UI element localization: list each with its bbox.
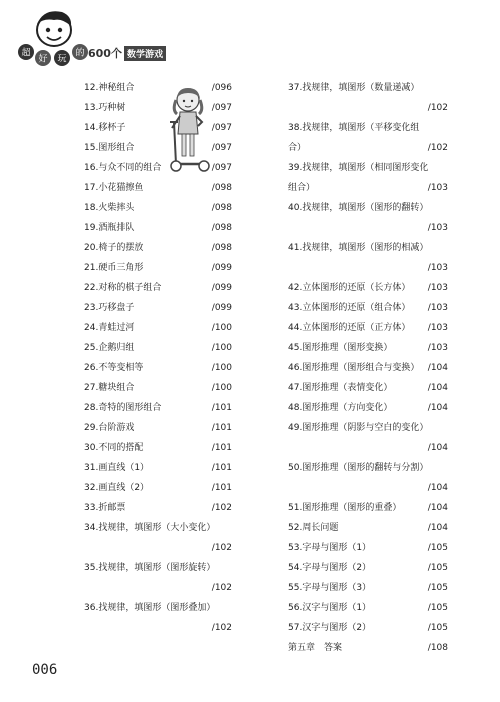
- page-number: 006: [32, 662, 58, 678]
- toc-entry-title: 50.图形推理（图形的翻转与分割）: [288, 463, 429, 473]
- badge-char-1: 超: [21, 48, 31, 59]
- toc-entry-title: 29.台阶游戏: [84, 423, 135, 433]
- toc-entry: [288, 278, 448, 298]
- toc-entry-title: 合）: [288, 143, 307, 153]
- toc-entry-title: 41.找规律，填图形（图形的相减）: [288, 243, 429, 253]
- toc-entry-page: /105: [427, 543, 448, 553]
- toc-entry-title: 25.企鹅归组: [84, 343, 135, 353]
- toc-entry-page: /104: [427, 363, 448, 373]
- toc-entry-title: 37.找规律，填图形（数量递减）: [288, 83, 420, 93]
- toc-entry-title: 12.神秘组合: [84, 83, 135, 93]
- toc-entry-title: 28.奇特的图形组合: [84, 403, 162, 413]
- toc-entry: [84, 78, 232, 98]
- toc-entry-title: 18.火柴摔头: [84, 203, 135, 213]
- toc-entry-title: 39.找规律，填图形（相同图形变化: [288, 163, 429, 173]
- toc-entry-page: /101: [211, 463, 232, 473]
- toc-right-column: [288, 78, 448, 658]
- toc-entry: [288, 178, 448, 198]
- toc-entry: [288, 138, 448, 158]
- toc-entry-page: /104: [427, 503, 448, 513]
- toc-entry-title: 14.移杯子: [84, 123, 126, 133]
- toc-entry-title: 36.找规律，填图形（图形叠加）: [84, 603, 216, 613]
- toc-entry: [84, 538, 232, 558]
- toc-entry-page: /102: [211, 503, 232, 513]
- toc-entry-title: 27.糖块组合: [84, 383, 135, 393]
- toc-entry-page: /104: [427, 443, 448, 453]
- toc-entry: [84, 378, 232, 398]
- toc-entry-page: /105: [427, 603, 448, 613]
- toc-entry-page: /101: [211, 443, 232, 453]
- toc-entry: [288, 358, 448, 378]
- toc-entry-page: /098: [211, 223, 232, 233]
- toc-entry-title: 53.字母与图形（1）: [288, 543, 372, 553]
- toc-entry-page: /103: [427, 223, 448, 233]
- toc-entry-title: 组合）: [288, 183, 316, 193]
- toc-entry-title: 20.椅子的摆放: [84, 243, 144, 253]
- toc-entry-title: 48.图形推理（方向变化）: [288, 403, 393, 413]
- toc-entry: [84, 478, 232, 498]
- toc-entry-title: 56.汉字与图形（1）: [288, 603, 372, 613]
- toc-entry: [84, 578, 232, 598]
- toc-entry: [84, 278, 232, 298]
- toc-entry: [84, 198, 232, 218]
- badge-char-3: 玩: [57, 54, 67, 65]
- toc-entry-page: /101: [211, 423, 232, 433]
- toc-entry-page: /096: [211, 83, 232, 93]
- toc-entry: [288, 78, 448, 98]
- toc-entry-page: /099: [211, 263, 232, 273]
- toc-entry-title: 33.折邮票: [84, 503, 126, 513]
- toc-entry-page: /103: [427, 323, 448, 333]
- toc-entry: [288, 538, 448, 558]
- toc-entry-title: 24.青蛙过河: [84, 323, 135, 333]
- toc-entry-title: 16.与众不同的组合: [84, 163, 162, 173]
- toc-entry-page: /103: [427, 343, 448, 353]
- toc-entry: [84, 258, 232, 278]
- toc-entry-page: /102: [427, 103, 448, 113]
- toc-entry-title: 22.对称的棋子组合: [84, 283, 162, 293]
- toc-entry-page: /104: [427, 523, 448, 533]
- toc-entry: [288, 298, 448, 318]
- toc-entry: [84, 598, 232, 618]
- toc-entry-page: /100: [211, 323, 232, 333]
- badge-char-4: 的: [75, 48, 85, 59]
- toc-entry-page: /104: [427, 403, 448, 413]
- toc-entry-title: 26.不等变相等: [84, 363, 144, 373]
- toc-entry-title: 46.图形推理（图形组合与变换）: [288, 363, 420, 373]
- toc-entry: [84, 178, 232, 198]
- toc-entry-title: 17.小花猫擦鱼: [84, 183, 144, 193]
- toc-entry: [288, 598, 448, 618]
- toc-entry-title: 38.找规律，填图形（平移变化组: [288, 123, 420, 133]
- toc-entry: [288, 258, 448, 278]
- toc-entry: [84, 318, 232, 338]
- toc-entry: [288, 438, 448, 458]
- toc-entry-page: /102: [211, 543, 232, 553]
- page-header: [0, 0, 500, 70]
- toc-entry: [84, 158, 232, 178]
- toc-entry: [84, 118, 232, 138]
- toc-entry-title: 第五章 答案: [288, 643, 343, 653]
- toc-entry-title: 45.图形推理（图形变换）: [288, 343, 393, 353]
- series-mascot-logo: [14, 6, 94, 68]
- toc-entry-title: 35.找规律，填图形（图形旋转）: [84, 563, 216, 573]
- toc-entry: [288, 418, 448, 438]
- toc-entry-title: 19.酒瓶排队: [84, 223, 135, 233]
- toc-entry: [84, 138, 232, 158]
- toc-entry-page: /098: [211, 203, 232, 213]
- toc-entry: [84, 518, 232, 538]
- toc-entry: [84, 358, 232, 378]
- toc-entry-title: 54.字母与图形（2）: [288, 563, 372, 573]
- toc-entry: [288, 198, 448, 218]
- toc-entry-page: /108: [427, 643, 448, 653]
- toc-entry: [288, 98, 448, 118]
- toc-entry-page: /103: [427, 263, 448, 273]
- toc-entry-page: /098: [211, 183, 232, 193]
- series-title: [88, 45, 166, 61]
- toc-entry-title: 49.图形推理（阴影与空白的变化）: [288, 423, 429, 433]
- toc-entry-title: 31.画直线（1）: [84, 463, 150, 473]
- toc-entry-page: /103: [427, 303, 448, 313]
- toc-entry-title: 40.找规律，填图形（图形的翻转）: [288, 203, 429, 213]
- toc-entry: [288, 478, 448, 498]
- toc-entry: [84, 338, 232, 358]
- toc-entry-page: /102: [427, 143, 448, 153]
- toc-entry: [84, 618, 232, 638]
- toc-entry: [84, 218, 232, 238]
- toc-entry-title: 43.立体图形的还原（组合体）: [288, 303, 411, 313]
- toc-entry: [288, 318, 448, 338]
- toc-entry-page: /100: [211, 383, 232, 393]
- toc-entry: [84, 98, 232, 118]
- series-boxed-label: 数学游戏: [124, 46, 166, 61]
- toc-entry-page: /101: [211, 483, 232, 493]
- toc-entry-page: /097: [211, 143, 232, 153]
- toc-entry-title: 52.周长问题: [288, 523, 339, 533]
- toc-entry: [288, 158, 448, 178]
- toc-entry: [288, 458, 448, 478]
- toc-entry-title: 23.巧移盘子: [84, 303, 135, 313]
- toc-entry-title: 57.汉字与图形（2）: [288, 623, 372, 633]
- toc-entry-page: /103: [427, 183, 448, 193]
- toc-entry-title: 32.画直线（2）: [84, 483, 150, 493]
- toc-entry: [84, 558, 232, 578]
- toc-entry: [288, 498, 448, 518]
- toc-entry: [84, 418, 232, 438]
- toc-entry-page: /102: [211, 583, 232, 593]
- toc-entry-page: /104: [427, 483, 448, 493]
- toc-entry-title: 47.图形推理（表情变化）: [288, 383, 393, 393]
- toc-entry-page: /098: [211, 243, 232, 253]
- toc-entry-title: 13.巧种树: [84, 103, 126, 113]
- badge-char-2: 好: [38, 54, 48, 65]
- toc-entry-page: /105: [427, 623, 448, 633]
- toc-entry-title: 44.立体图形的还原（正方体）: [288, 323, 411, 333]
- toc-entry-title: 15.图形组合: [84, 143, 135, 153]
- toc-entry-page: /102: [211, 623, 232, 633]
- toc-entry: [288, 518, 448, 538]
- toc-entry-page: /100: [211, 363, 232, 373]
- toc-entry-page: /105: [427, 563, 448, 573]
- toc-entry: [288, 238, 448, 258]
- toc-entry: [84, 458, 232, 478]
- toc-entry-title: 51.图形推理（图形的重叠）: [288, 503, 402, 513]
- toc-left-column: [84, 78, 232, 638]
- toc-entry-page: /103: [427, 283, 448, 293]
- toc-entry-page: /104: [427, 383, 448, 393]
- toc-entry: [84, 238, 232, 258]
- toc-entry: [288, 578, 448, 598]
- toc-entry: [288, 638, 448, 658]
- toc-entry-page: /097: [211, 103, 232, 113]
- toc-entry: [84, 498, 232, 518]
- toc-entry: [288, 618, 448, 638]
- toc-entry: [288, 218, 448, 238]
- toc-entry-page: /105: [427, 583, 448, 593]
- toc-entry-page: /099: [211, 283, 232, 293]
- toc-entry: [288, 558, 448, 578]
- toc-entry: [288, 118, 448, 138]
- toc-entry-page: /101: [211, 403, 232, 413]
- toc-entry-page: /097: [211, 123, 232, 133]
- toc-entry-title: 42.立体图形的还原（长方体）: [288, 283, 411, 293]
- toc-entry: [84, 438, 232, 458]
- toc-entry-page: /097: [211, 163, 232, 173]
- toc-entry-title: 21.硬币三角形: [84, 263, 144, 273]
- series-prefix: 600个: [88, 47, 122, 60]
- toc-entry-page: /099: [211, 303, 232, 313]
- toc-entry: [84, 298, 232, 318]
- toc-entry: [84, 398, 232, 418]
- toc-entry-title: 55.字母与图形（3）: [288, 583, 372, 593]
- toc-entry: [288, 338, 448, 358]
- toc-entry-page: /100: [211, 343, 232, 353]
- toc-entry: [288, 398, 448, 418]
- toc-entry-title: 30.不同的搭配: [84, 443, 144, 453]
- toc-entry: [288, 378, 448, 398]
- toc-entry-title: 34.找规律，填图形（大小变化）: [84, 523, 216, 533]
